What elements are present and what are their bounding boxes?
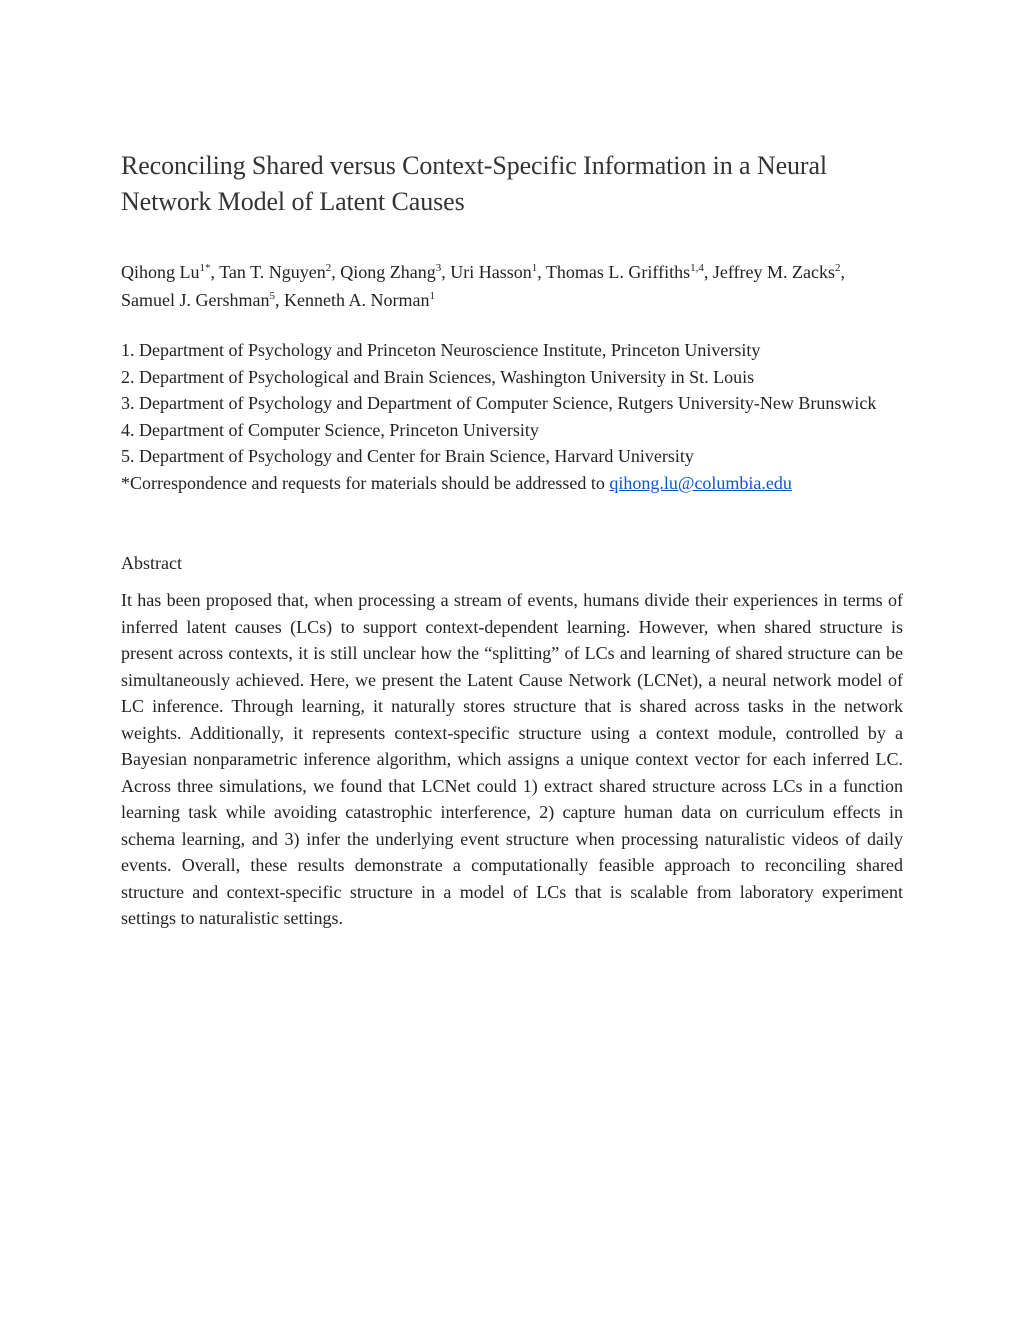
author-affiliation-mark: 5	[269, 290, 275, 302]
author-name: Jeffrey M. Zacks	[712, 262, 835, 282]
author-separator: ,	[537, 262, 546, 282]
author	[450, 262, 546, 282]
author-name: Thomas L. Griffiths	[545, 262, 691, 282]
author-affiliation-mark: 3	[435, 262, 442, 274]
author-affiliation-mark: 2	[325, 262, 332, 274]
paper-page	[121, 148, 903, 950]
abstract-heading: Abstract	[121, 553, 182, 573]
author-name: Qiong Zhang	[340, 262, 436, 282]
author-affiliation-mark: 1*	[199, 262, 211, 274]
author-separator: ,	[331, 262, 341, 282]
correspondence-text: *Correspondence and requests for materials should be addressed to	[121, 472, 610, 493]
author-separator: ,	[210, 262, 220, 282]
author	[713, 262, 845, 282]
affiliation-item: 1. Department of Psychology and Princeton Neuroscience Institute, Princeton University	[121, 340, 761, 360]
author-name: Samuel J. Gershman	[121, 290, 270, 310]
author-separator: ,	[840, 262, 845, 282]
paper-title: Reconciling Shared versus Context-Specific Information in a Neural Network Model of Latent Causes	[121, 151, 828, 216]
abstract-body: It has been proposed that, when processing a stream of events, humans divide their experiences in terms of inferred latent causes (LCs) to support context-dependent learning. However, when shared structure is present across contexts, it is still unclear how the “splitting” of LCs and learning of shared structure can be simultaneously achieved. Here, we present the Latent Cause Network (LCNet), a neural network model of LC inference. Through learning, it naturally stores structure that is shared across tasks in the network weights. Additionally, it represents context-specific structure using a context module, controlled by a Bayesian nonparametric inference algorithm, which assigns a unique context vector for each inferred LC. Across three simulations, we found that LCNet could 1) extract shared structure across LCs in a function learning task while avoiding catastrophic interference, 2) capture human data on curriculum effects in schema learning, and 3) infer the underlying event structure when processing naturalistic videos of daily events. Overall, these results demonstrate a computationally feasible approach to reconciling shared structure and context-specific structure in a model of LCs that is scalable from laboratory experiment settings to naturalistic settings.	[121, 590, 903, 928]
author	[219, 262, 340, 282]
author	[546, 262, 713, 282]
affiliation-item: 5. Department of Psychology and Center for Brain Science, Harvard University	[121, 446, 694, 466]
author-name: Kenneth A. Norman	[283, 290, 430, 310]
author-list	[121, 258, 903, 314]
author-affiliation-mark: 1,4	[690, 262, 704, 274]
author-separator: ,	[274, 290, 284, 310]
author-affiliation-mark: 1	[531, 262, 538, 274]
author	[284, 290, 435, 310]
author-separator: ,	[441, 262, 451, 282]
correspondence-email-link[interactable]: qihong.lu@columbia.edu	[609, 472, 792, 493]
author-separator: ,	[703, 262, 713, 282]
author-affiliation-mark: 1	[429, 290, 435, 302]
author-name: Uri Hasson	[450, 262, 532, 282]
author	[121, 262, 219, 282]
author	[121, 290, 284, 310]
affiliation-item: 3. Department of Psychology and Department of Computer Science, Rutgers University-New Brunswick	[121, 393, 877, 413]
author-name: Tan T. Nguyen	[219, 262, 326, 282]
author	[340, 262, 450, 282]
author-affiliation-mark: 2	[834, 262, 841, 274]
affiliation-item: 2. Department of Psychological and Brain Sciences, Washington University in St. Louis	[121, 366, 755, 387]
correspondence-note	[121, 470, 903, 497]
affiliation-list	[121, 337, 903, 496]
affiliation-item: 4. Department of Computer Science, Princeton University	[121, 419, 539, 440]
author-name: Qihong Lu	[121, 262, 200, 282]
